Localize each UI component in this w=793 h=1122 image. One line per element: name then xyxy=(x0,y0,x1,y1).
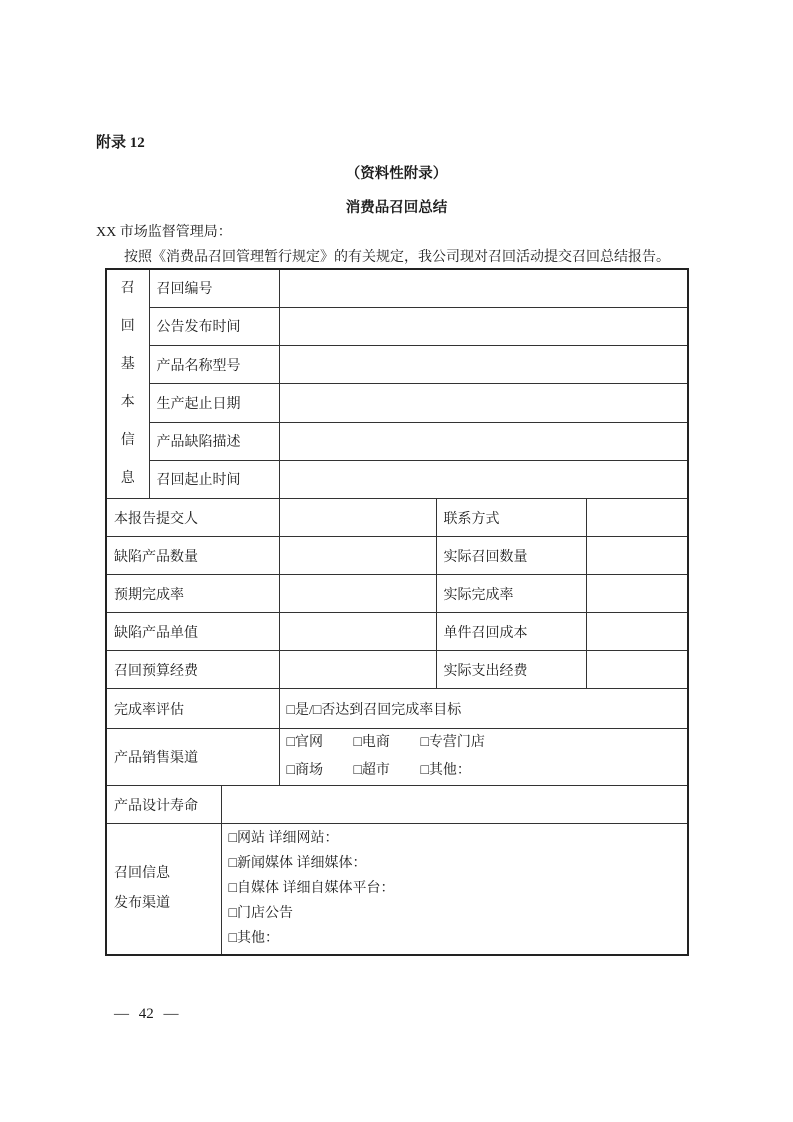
group-label-basic-info xyxy=(106,269,149,499)
checkbox-option-yes-no: □是/□否达到召回完成率目标 xyxy=(279,689,688,729)
field-label: 产品缺陷描述 xyxy=(149,422,279,460)
checkbox-option: □电商 xyxy=(353,735,390,750)
field-value xyxy=(586,537,688,575)
table-row xyxy=(106,422,688,460)
group-label-line: 召回信息 xyxy=(114,865,170,881)
group-label-release-channels xyxy=(106,824,221,955)
field-value xyxy=(586,613,688,651)
checkbox-option: □网站 详细网站： xyxy=(228,831,339,847)
field-value xyxy=(279,651,436,689)
field-value xyxy=(586,651,688,689)
table-row xyxy=(106,824,688,955)
checkbox-option: □门店公告 xyxy=(228,906,293,922)
field-value xyxy=(279,537,436,575)
table-row xyxy=(106,460,688,498)
field-label: 预期完成率 xyxy=(106,575,279,613)
table-row xyxy=(106,499,688,537)
table-row xyxy=(106,689,688,729)
field-value xyxy=(279,346,688,384)
checkbox-option: □商场 xyxy=(286,763,323,778)
table-row xyxy=(106,613,688,651)
table-row xyxy=(106,729,688,786)
field-value xyxy=(279,384,688,422)
field-label: 生产起止日期 xyxy=(149,384,279,422)
field-value xyxy=(279,460,688,498)
field-value xyxy=(279,575,436,613)
table-row xyxy=(106,384,688,422)
field-value xyxy=(279,613,436,651)
field-label: 召回起止时间 xyxy=(149,460,279,498)
field-label: 联系方式 xyxy=(436,499,586,537)
checkbox-option: □自媒体 详细自媒体平台： xyxy=(228,881,395,897)
field-value xyxy=(221,786,688,824)
field-value xyxy=(279,499,436,537)
table-row xyxy=(106,575,688,613)
intro-paragraph: 按照《消费品召回管理暂行规定》的有关规定，我公司现对召回活动提交召回总结报告。 xyxy=(124,250,670,265)
annex-note: （资料性附录） xyxy=(345,166,448,182)
field-label: 单件召回成本 xyxy=(436,613,586,651)
field-label: 召回编号 xyxy=(149,269,279,307)
table-row xyxy=(106,269,688,307)
release-channel-options xyxy=(221,824,688,955)
checkbox-option: □官网 xyxy=(286,735,323,750)
field-label: 产品设计寿命 xyxy=(106,786,221,824)
field-label: 缺陷产品单值 xyxy=(106,613,279,651)
recall-summary-table xyxy=(105,268,689,956)
field-value xyxy=(586,575,688,613)
table-row xyxy=(106,537,688,575)
checkbox-option: □其他： xyxy=(228,931,279,947)
group-label-line: 发布渠道 xyxy=(114,895,170,911)
checkbox-option: □超市 xyxy=(353,763,390,778)
field-label: 完成率评估 xyxy=(106,689,279,729)
sales-channel-options xyxy=(279,729,688,786)
table-row xyxy=(106,786,688,824)
field-label: 本报告提交人 xyxy=(106,499,279,537)
field-value xyxy=(586,499,688,537)
field-label: 召回预算经费 xyxy=(106,651,279,689)
document-title: 消费品召回总结 xyxy=(345,200,448,216)
channel-options-line xyxy=(287,757,681,785)
group-label-line: 基本 xyxy=(120,357,135,410)
table-row xyxy=(106,307,688,345)
field-label: 产品名称型号 xyxy=(149,346,279,384)
field-value xyxy=(279,307,688,345)
field-label: 实际完成率 xyxy=(436,575,586,613)
checkbox-option: □专营门店 xyxy=(420,735,485,750)
group-label-line: 召回 xyxy=(120,281,135,334)
field-value xyxy=(279,422,688,460)
field-value xyxy=(279,269,688,307)
field-label: 公告发布时间 xyxy=(149,307,279,345)
field-label: 实际支出经费 xyxy=(436,651,586,689)
field-label: 产品销售渠道 xyxy=(106,729,279,786)
page-number: — 42 — xyxy=(114,1006,179,1022)
field-label: 实际召回数量 xyxy=(436,537,586,575)
salutation-line: XX 市场监督管理局： xyxy=(96,225,232,240)
checkbox-option: □其他： xyxy=(420,763,471,778)
channel-options-line xyxy=(287,729,681,757)
checkbox-option: □新闻媒体 详细媒体： xyxy=(228,856,367,872)
group-label-line: 信息 xyxy=(120,433,135,486)
table-row xyxy=(106,651,688,689)
appendix-label: 附录 12 xyxy=(96,135,145,151)
table-row xyxy=(106,346,688,384)
field-label: 缺陷产品数量 xyxy=(106,537,279,575)
